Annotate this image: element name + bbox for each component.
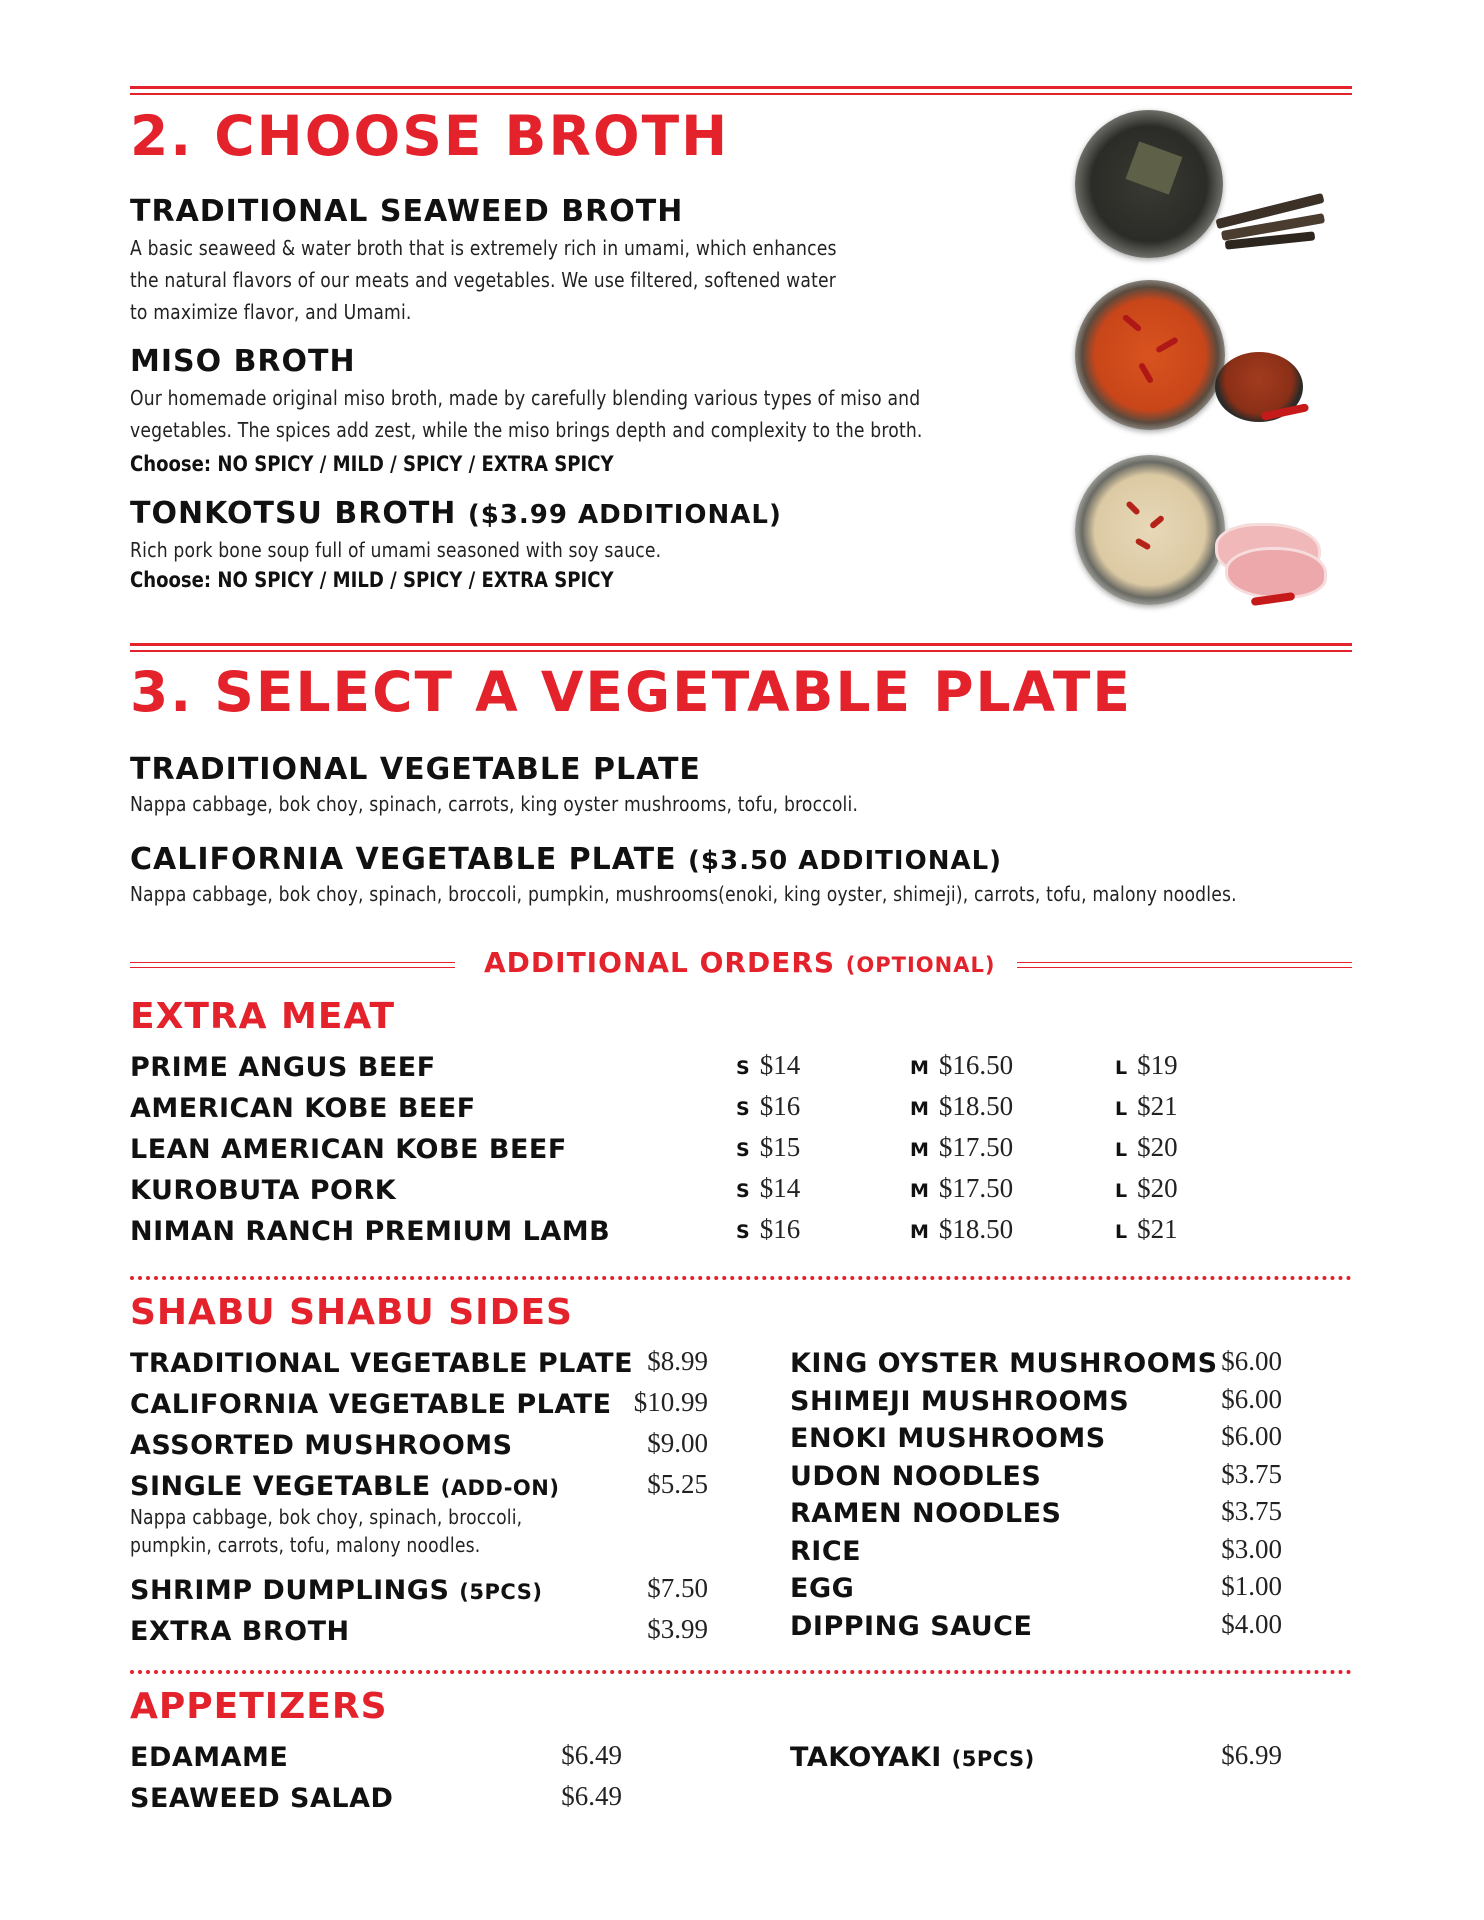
side-name-text: SHRIMP DUMPLINGS bbox=[130, 1575, 450, 1606]
side-item-name: DIPPING SAUCE bbox=[790, 1610, 1033, 1642]
side-item-name: KING OYSTER MUSHROOMS bbox=[790, 1348, 1218, 1379]
meat-price-s bbox=[736, 1214, 800, 1245]
veg-section-title: 3. SELECT A VEGETABLE PLATE bbox=[130, 660, 1132, 724]
broth-desc-line: A basic seaweed & water broth that is extremely rich in umami, which enhances bbox=[130, 236, 837, 260]
size-label-m: M bbox=[910, 1221, 929, 1243]
extra-meat-title: EXTRA MEAT bbox=[130, 996, 396, 1037]
side-desc-line: pumpkin, carrots, tofu, malony noodles. bbox=[130, 1533, 481, 1557]
meat-item-name: KUROBUTA PORK bbox=[130, 1175, 397, 1206]
side-item-name bbox=[130, 1616, 350, 1647]
size-label-l: L bbox=[1115, 1180, 1128, 1202]
price-value: $20 bbox=[1137, 1132, 1178, 1162]
size-label-s: S bbox=[736, 1221, 750, 1243]
additional-label: ADDITIONAL ORDERS bbox=[484, 946, 836, 979]
appetizers-title: APPETIZERS bbox=[130, 1686, 388, 1727]
broth-choose-tonkotsu: Choose: NO SPICY / MILD / SPICY / EXTRA SPICY bbox=[130, 568, 614, 592]
veg-name-text: CALIFORNIA VEGETABLE PLATE bbox=[130, 842, 677, 877]
meat-item-name: NIMAN RANCH PREMIUM LAMB bbox=[130, 1216, 611, 1247]
meat-price-m bbox=[910, 1214, 1013, 1245]
meat-price-m bbox=[910, 1173, 1013, 1204]
broth-name-text: TONKOTSU BROTH bbox=[130, 496, 457, 531]
additional-rule-right bbox=[1017, 962, 1352, 968]
meat-price-m bbox=[910, 1050, 1013, 1081]
appetizer-name bbox=[130, 1783, 393, 1814]
meat-item-name: LEAN AMERICAN KOBE BEEF bbox=[130, 1134, 567, 1165]
side-extra: (5PCS) bbox=[459, 1580, 543, 1604]
broth-desc-tonkotsu bbox=[130, 534, 661, 566]
appetizer-name bbox=[130, 1742, 288, 1773]
section-divider-veg bbox=[130, 643, 1352, 652]
side-item-name: ENOKI MUSHROOMS bbox=[790, 1423, 1106, 1454]
meat-price-l bbox=[1115, 1091, 1178, 1122]
size-label-m: M bbox=[910, 1098, 929, 1120]
side-price: $3.75 bbox=[1221, 1496, 1282, 1526]
side-price: $8.99 bbox=[647, 1346, 708, 1376]
appetizer-price: $6.49 bbox=[561, 1740, 622, 1770]
side-price: $5.25 bbox=[647, 1469, 708, 1499]
meat-price-s bbox=[736, 1132, 800, 1163]
price-value: $18.50 bbox=[938, 1214, 1014, 1244]
side-price: $7.50 bbox=[647, 1573, 708, 1603]
dotted-divider bbox=[130, 1276, 1352, 1280]
side-item-name bbox=[130, 1575, 542, 1606]
side-item-name bbox=[130, 1430, 513, 1461]
side-item-name: EGG bbox=[790, 1573, 855, 1604]
side-item-name: UDON NOODLES bbox=[790, 1460, 1042, 1492]
additional-rule-left bbox=[130, 962, 455, 968]
veg-desc-california: Nappa cabbage, bok choy, spinach, broccoli, pumpkin, mushrooms(enoki, king oyster, shimeji), carrots, tofu, malony noodles. bbox=[130, 882, 1237, 906]
price-value: $17.50 bbox=[938, 1173, 1014, 1203]
side-item-name bbox=[130, 1389, 612, 1420]
side-price: $9.00 bbox=[647, 1428, 708, 1458]
side-name-text: EXTRA BROTH bbox=[130, 1616, 350, 1647]
broth-desc-line: vegetables. The spices add zest, while the miso brings depth and complexity to the broth. bbox=[130, 418, 923, 442]
price-value: $18.50 bbox=[938, 1091, 1014, 1121]
price-value: $21 bbox=[1137, 1214, 1178, 1244]
price-value: $21 bbox=[1137, 1091, 1178, 1121]
size-label-l: L bbox=[1115, 1139, 1128, 1161]
meat-price-s bbox=[736, 1173, 800, 1204]
broth-item-name-seaweed: TRADITIONAL SEAWEED BROTH bbox=[130, 194, 684, 229]
side-name-text: CALIFORNIA VEGETABLE PLATE bbox=[130, 1389, 612, 1420]
meat-item-name: PRIME ANGUS BEEF bbox=[130, 1052, 436, 1083]
appetizer-price: $6.49 bbox=[561, 1781, 622, 1811]
side-item-name: SHIMEJI MUSHROOMS bbox=[790, 1385, 1130, 1417]
appetizer-name-text: TAKOYAKI bbox=[790, 1742, 942, 1773]
side-price: $3.99 bbox=[647, 1614, 708, 1644]
broth-item-name-tonkotsu bbox=[130, 496, 782, 531]
broth-item-name-miso: MISO BROTH bbox=[130, 344, 356, 379]
appetizer-price: $6.99 bbox=[1221, 1740, 1282, 1770]
size-label-l: L bbox=[1115, 1057, 1128, 1079]
appetizer-extra: (5PCS) bbox=[951, 1747, 1035, 1771]
side-desc-line: Nappa cabbage, bok choy, spinach, broccoli, bbox=[130, 1505, 523, 1529]
meat-price-l bbox=[1115, 1173, 1178, 1204]
side-name-text: ASSORTED MUSHROOMS bbox=[130, 1430, 513, 1461]
broth-desc-seaweed bbox=[130, 232, 837, 328]
meat-price-s bbox=[736, 1091, 800, 1122]
meat-price-s bbox=[736, 1050, 800, 1081]
size-label-l: L bbox=[1115, 1098, 1128, 1120]
side-item-name bbox=[130, 1348, 633, 1379]
side-desc bbox=[130, 1503, 522, 1559]
side-price: $6.00 bbox=[1221, 1383, 1282, 1414]
price-value: $16 bbox=[759, 1091, 801, 1121]
meat-price-l bbox=[1115, 1214, 1178, 1245]
broth-desc-line: Our homemade original miso broth, made by carefully blending various types of miso and bbox=[130, 386, 921, 410]
broth-desc-line: to maximize flavor, and Umami. bbox=[130, 300, 412, 324]
side-price: $3.00 bbox=[1221, 1533, 1282, 1564]
broth-desc-line: the natural flavors of our meats and vegetables. We use filtered, softened water bbox=[130, 268, 837, 292]
size-label-m: M bbox=[910, 1180, 929, 1202]
size-label-s: S bbox=[736, 1180, 750, 1202]
veg-item-name-california bbox=[130, 842, 1002, 877]
side-price: $1.00 bbox=[1221, 1571, 1282, 1601]
veg-desc-traditional: Nappa cabbage, bok choy, spinach, carrots, king oyster mushrooms, tofu, broccoli. bbox=[130, 792, 859, 816]
broth-desc-miso bbox=[130, 382, 923, 446]
seaweed-broth-image bbox=[1075, 110, 1335, 270]
side-name-text: TRADITIONAL VEGETABLE PLATE bbox=[130, 1348, 634, 1379]
side-name-text: SINGLE VEGETABLE bbox=[130, 1471, 431, 1502]
price-value: $14 bbox=[759, 1173, 801, 1203]
appetizer-name-text: SEAWEED SALAD bbox=[130, 1783, 394, 1814]
broth-choose-miso: Choose: NO SPICY / MILD / SPICY / EXTRA SPICY bbox=[130, 452, 614, 476]
dotted-divider bbox=[130, 1670, 1352, 1674]
additional-note: (OPTIONAL) bbox=[845, 953, 996, 977]
side-item-name: RICE bbox=[790, 1535, 862, 1567]
price-value: $16.50 bbox=[938, 1050, 1014, 1080]
meat-price-l bbox=[1115, 1132, 1178, 1163]
miso-broth-image bbox=[1075, 280, 1335, 440]
appetizer-name-text: EDAMAME bbox=[130, 1742, 289, 1773]
meat-price-l bbox=[1115, 1050, 1178, 1081]
section-divider-top bbox=[130, 86, 1352, 95]
veg-item-name-traditional: TRADITIONAL VEGETABLE PLATE bbox=[130, 752, 701, 787]
tonkotsu-broth-image bbox=[1075, 455, 1335, 615]
size-label-m: M bbox=[910, 1057, 929, 1079]
price-value: $16 bbox=[759, 1214, 801, 1244]
broth-extra-charge: ($3.99 ADDITIONAL) bbox=[467, 500, 782, 530]
size-label-s: S bbox=[736, 1057, 750, 1079]
side-price: $6.00 bbox=[1221, 1421, 1282, 1451]
veg-extra-charge: ($3.50 ADDITIONAL) bbox=[688, 846, 1003, 876]
side-item-name: RAMEN NOODLES bbox=[790, 1498, 1062, 1529]
size-label-s: S bbox=[736, 1139, 750, 1161]
size-label-m: M bbox=[910, 1139, 929, 1161]
side-price: $3.75 bbox=[1221, 1458, 1282, 1489]
meat-price-m bbox=[910, 1132, 1013, 1163]
meat-price-m bbox=[910, 1091, 1013, 1122]
price-value: $19 bbox=[1137, 1050, 1178, 1080]
appetizer-name bbox=[790, 1742, 1035, 1773]
side-price: $10.99 bbox=[633, 1387, 708, 1417]
price-value: $14 bbox=[759, 1050, 801, 1080]
meat-item-name: AMERICAN KOBE BEEF bbox=[130, 1093, 476, 1124]
side-price: $4.00 bbox=[1221, 1608, 1282, 1639]
size-label-s: S bbox=[736, 1098, 750, 1120]
side-item-name bbox=[130, 1471, 559, 1502]
additional-orders-heading bbox=[484, 946, 995, 979]
price-value: $17.50 bbox=[938, 1132, 1014, 1162]
broth-desc-line: Rich pork bone soup full of umami seasoned with soy sauce. bbox=[130, 538, 662, 562]
sides-title: SHABU SHABU SIDES bbox=[130, 1292, 573, 1333]
side-price: $6.00 bbox=[1221, 1346, 1282, 1376]
price-value: $15 bbox=[759, 1132, 801, 1162]
side-extra: (ADD-ON) bbox=[440, 1476, 560, 1500]
price-value: $20 bbox=[1137, 1173, 1178, 1203]
size-label-l: L bbox=[1115, 1221, 1128, 1243]
broth-section-title: 2. CHOOSE BROTH bbox=[130, 104, 730, 168]
